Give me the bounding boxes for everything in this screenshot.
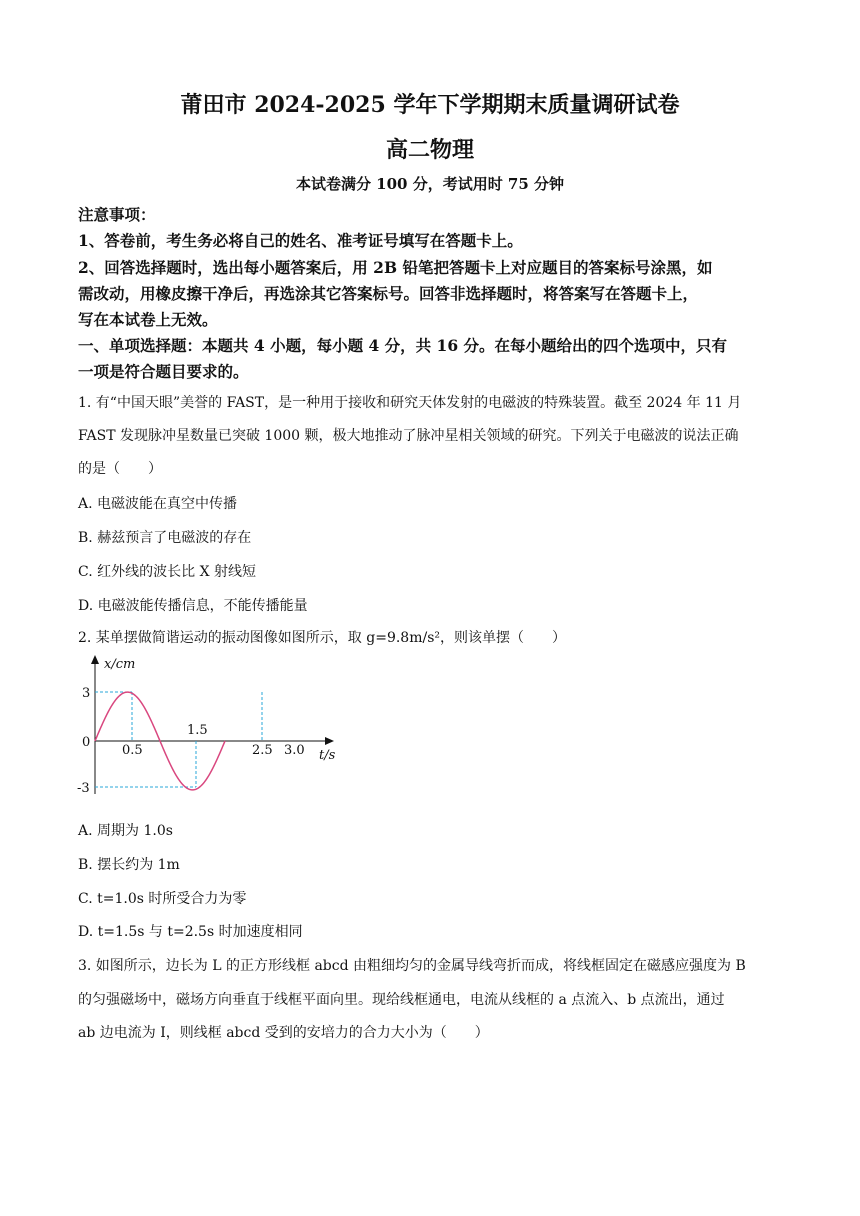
- note-item-2-cont: 需改动，用橡皮擦干净后，再选涂其它答案标号。回答非选择题时，将答案写在答题卡上，: [78, 284, 699, 303]
- note-item-2-end: 写在本试卷上无效。: [78, 310, 218, 329]
- q2-option-a: A. 周期为 1.0s: [78, 823, 173, 839]
- x-axis-label: t/s: [319, 748, 336, 763]
- vibration-graph: [74, 652, 344, 802]
- q2-option-b: B. 摆长约为 1m: [78, 857, 180, 873]
- q2-option-d: D. t=1.5s 与 t=2.5s 时加速度相同: [78, 924, 303, 940]
- y-tick-neg3: -3: [77, 781, 90, 796]
- q1-stem-line-3: 的是（ ）: [78, 461, 162, 477]
- note-item-2: 2、回答选择题时，选出每小题答案后，用 2B 铅笔把答题卡上对应题目的答案标号涂黑，如: [78, 258, 713, 277]
- x-tick-0-5: 0.5: [122, 743, 143, 758]
- subject-title: 高二物理: [385, 137, 474, 163]
- q3-stem-line-3: ab 边电流为 I，则线框 abcd 受到的安培力的合力大小为（ ）: [78, 1025, 489, 1041]
- q3-stem-line-2: 的匀强磁场中，磁场方向垂直于线框平面向里。现给线框通电，电流从线框的 a 点流入、b 点流出，通过: [78, 992, 725, 1008]
- q1-option-d: D. 电磁波能传播信息，不能传播能量: [78, 598, 308, 614]
- q1-option-a: A. 电磁波能在真空中传播: [78, 496, 238, 512]
- y-tick-0: 0: [82, 735, 91, 750]
- q1-stem-line-2: FAST 发现脉冲星数量已突破 1000 颗，极大地推动了脉冲星相关领域的研究。下列关于电磁波的说法正确: [78, 428, 739, 444]
- y-axis-arrow: [91, 655, 99, 664]
- section-heading: 一、单项选择题：本题共 4 小题，每小题 4 分，共 16 分。在每小题给出的四个选项中，只有: [78, 336, 728, 355]
- q1-stem-line-1: 1. 有“中国天眼”美誉的 FAST，是一种用于接收和研究天体发射的电磁波的特殊装置。截至 2024 年 11 月: [78, 395, 742, 411]
- q2-option-c: C. t=1.0s 时所受合力为零: [78, 891, 247, 907]
- q2-stem: 2. 某单摆做简谐运动的振动图像如图所示，取 g=9.8m/s²，则该单摆（ ）: [78, 630, 567, 646]
- x-tick-3-0: 3.0: [284, 743, 305, 758]
- section-heading-cont: 一项是符合题目要求的。: [78, 362, 249, 381]
- x-tick-2-5: 2.5: [252, 743, 273, 758]
- y-axis-label: x/cm: [104, 657, 136, 672]
- x-axis-arrow: [325, 737, 334, 745]
- y-tick-3: 3: [82, 686, 91, 701]
- exam-title: 莆田市 2024-2025 学年下学期期末质量调研试卷: [180, 92, 680, 118]
- notes-heading: 注意事项：: [78, 205, 156, 224]
- exam-info: 本试卷满分 100 分，考试用时 75 分钟: [295, 175, 565, 193]
- x-tick-1-5: 1.5: [187, 723, 208, 738]
- note-item-1: 1、答卷前，考生务必将自己的姓名、准考证号填写在答题卡上。: [78, 231, 523, 250]
- q1-option-b: B. 赫兹预言了电磁波的存在: [78, 530, 252, 546]
- q3-stem-line-1: 3. 如图所示，边长为 L 的正方形线框 abcd 由粗细均匀的金属导线弯折而成，将线框固定在磁感应强度为 B: [78, 958, 746, 974]
- q1-option-c: C. 红外线的波长比 X 射线短: [78, 564, 256, 580]
